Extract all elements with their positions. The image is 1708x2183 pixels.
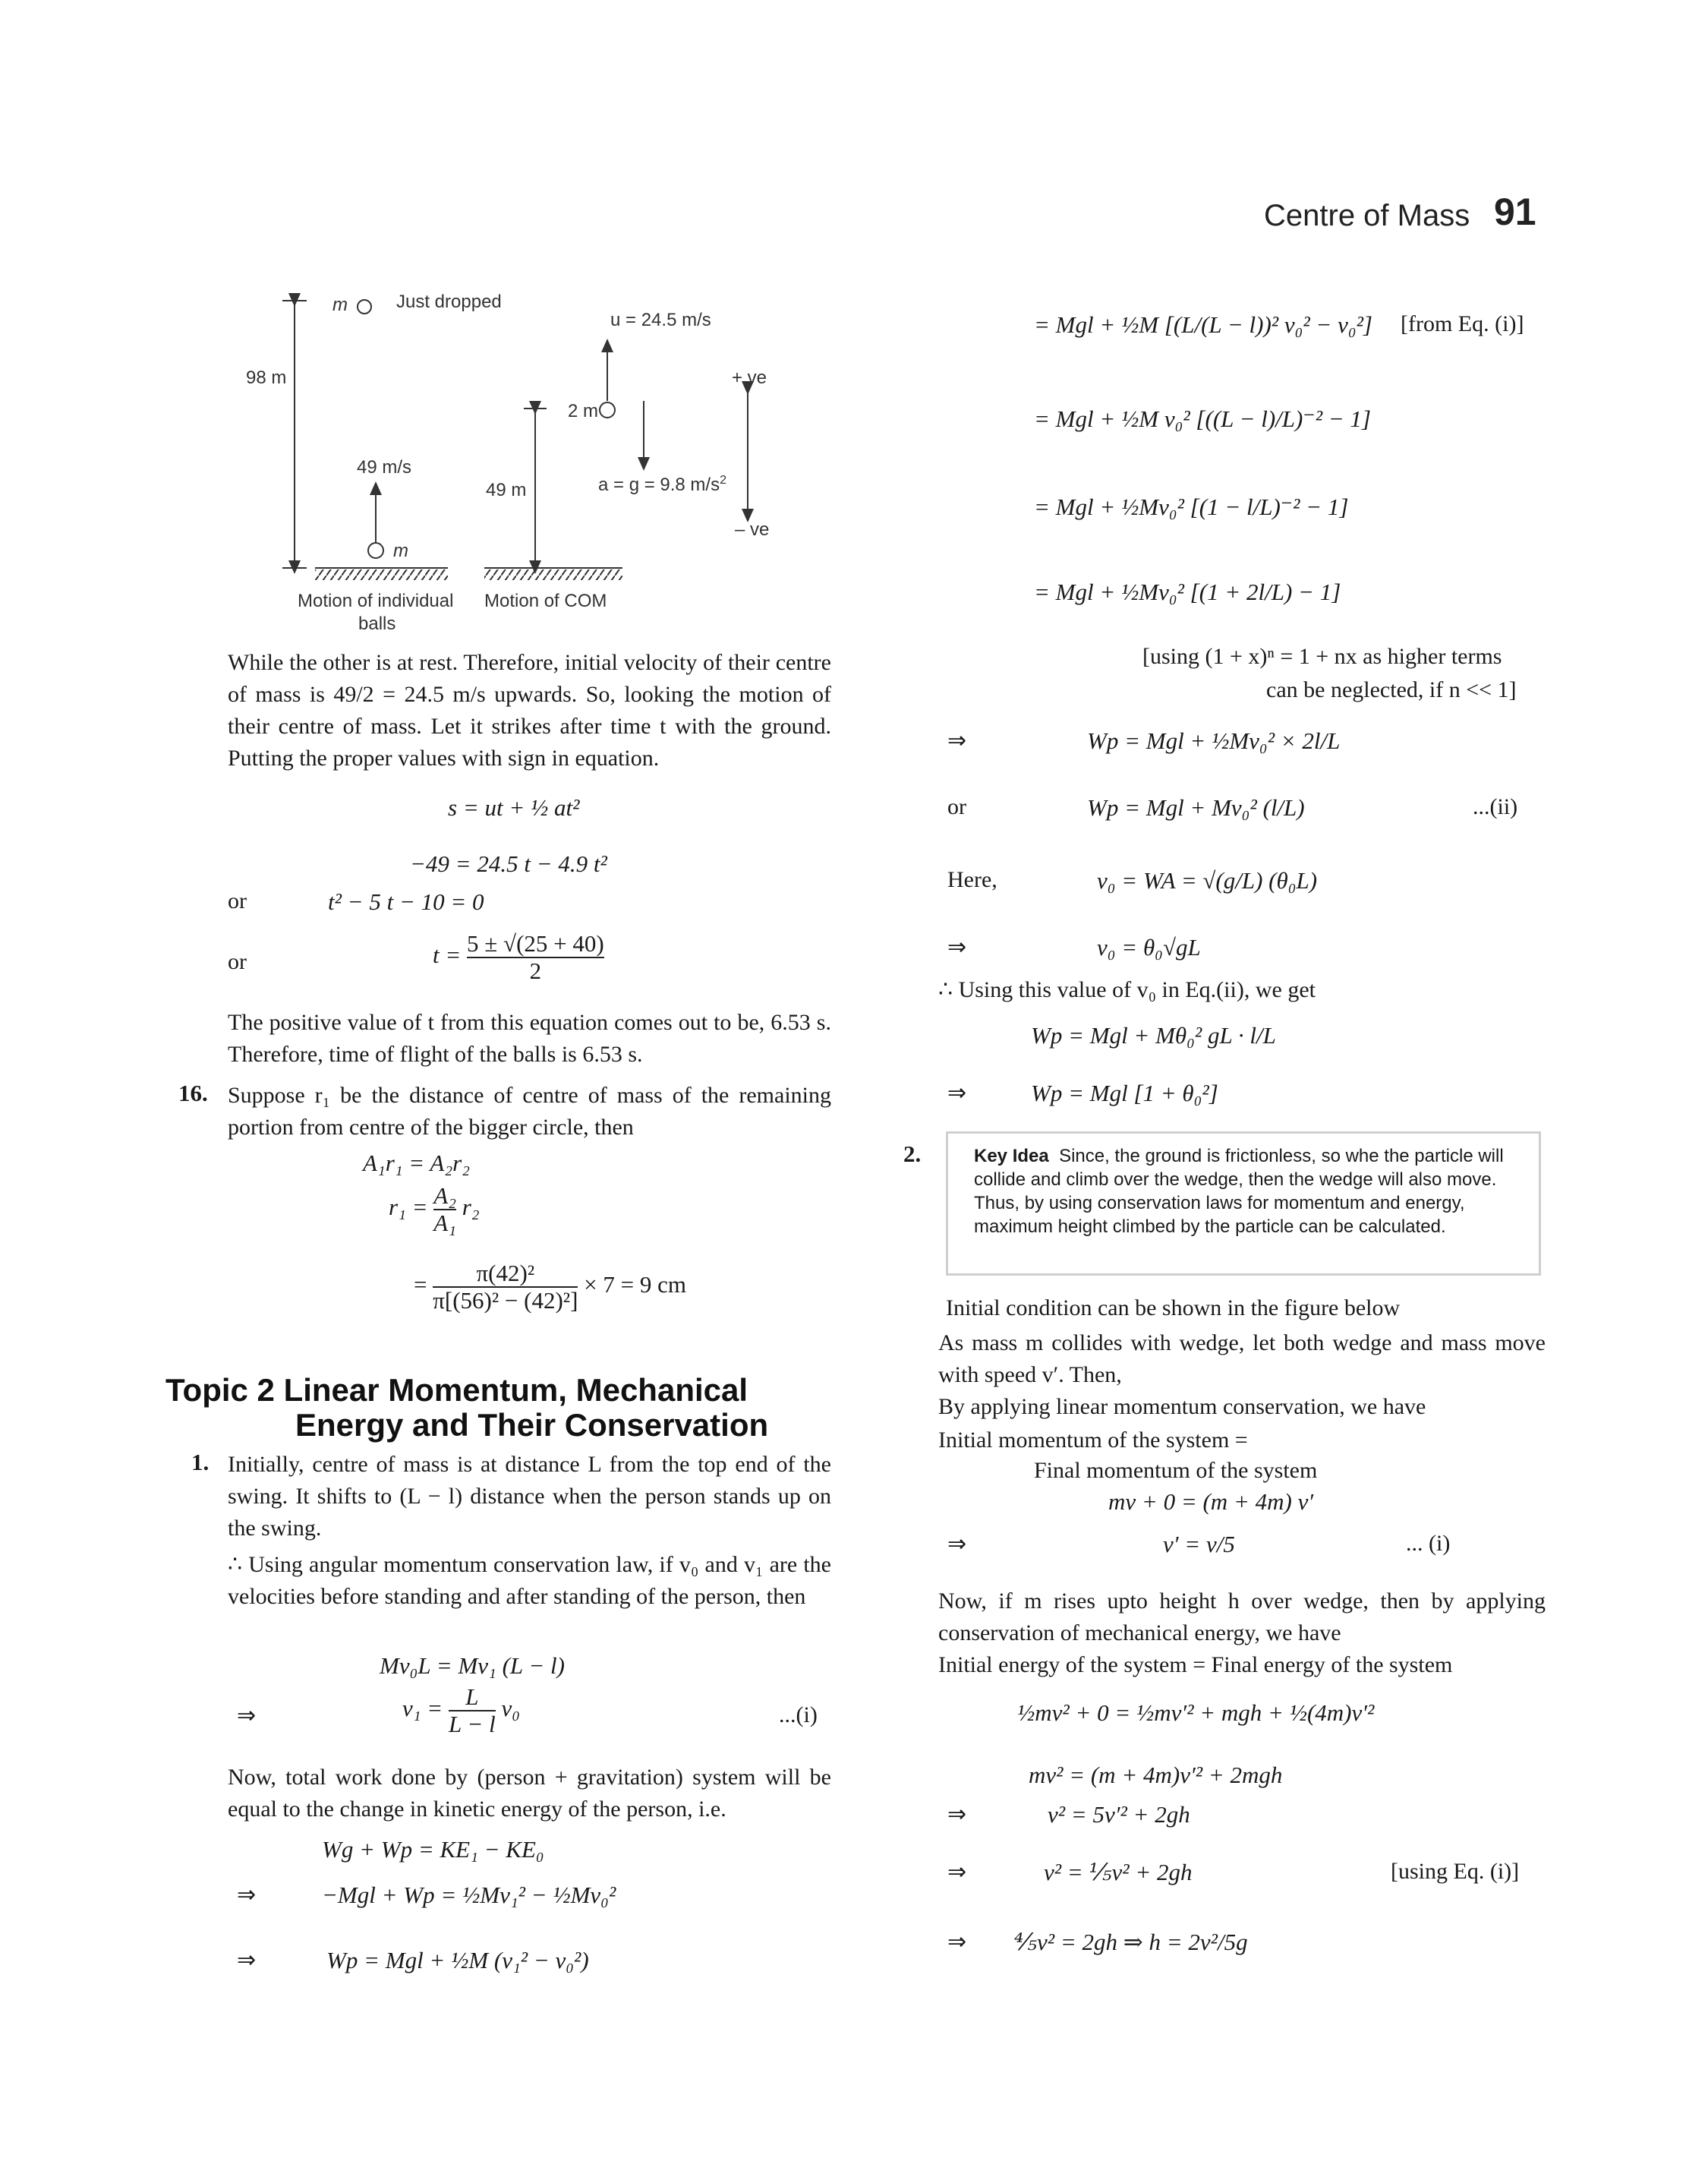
eq-energy-5: ⅘v² = 2gh ⇒ h = 2v²/5g xyxy=(1014,1929,1248,1955)
or-label-3: or xyxy=(947,794,966,819)
collide-text: As mass m collides with wedge, let both wedge and mass move with speed v′. Then, xyxy=(938,1330,1546,1387)
page-title: Centre of Mass xyxy=(1264,199,1470,232)
using-binomial-1: [using (1 + x)ⁿ = 1 + nx as higher terms xyxy=(1142,644,1502,669)
caption-individual-1: Motion of individual xyxy=(298,591,454,611)
question-1-para-3: Now, total work done by (person + gravitation) system will be equal to the change in kinetic energy of the person, i.e. xyxy=(228,1765,831,1822)
key-idea-box xyxy=(946,1131,1541,1276)
initial-condition-text: Initial condition can be shown in the figure below xyxy=(946,1295,1401,1320)
ground-right xyxy=(484,569,622,580)
eq-wp-4: Wp = Mgl + Mθ₀² gL · l/L xyxy=(1031,1022,1276,1049)
caption-individual-2: balls xyxy=(358,614,396,634)
using-binomial-2: can be neglected, if n << 1] xyxy=(1266,677,1517,702)
implies-arrow: ⇒ xyxy=(947,727,967,754)
topic-heading-line-1: Topic 2 Linear Momentum, Mechanical xyxy=(165,1372,748,1408)
implies-arrow: ⇒ xyxy=(237,1947,257,1973)
eq-r-step-1-tag: [from Eq. (i)] xyxy=(1401,311,1524,336)
eq-energy-2: mv² = (m + 4m)v′² + 2mgh xyxy=(1029,1762,1283,1788)
question-16-number: 16. xyxy=(178,1080,208,1106)
left-para-1: While the other is at rest. Therefore, initial velocity of their centre of mass is 49/2 = 24.5 m/s upwards. So, looking the motion of their centre of mass. Let it strikes after time t with the ground. Putting the proper values with sign in equation. xyxy=(228,650,831,771)
ground-left xyxy=(315,569,448,580)
implies-arrow: ⇒ xyxy=(947,1929,967,1955)
eq-r-step-2: = Mgl + ½M v₀² [((L − l)/L)⁻² − 1] xyxy=(1034,405,1371,432)
eq-vp-tag: ... (i) xyxy=(1406,1531,1451,1556)
eq-wg: Wg + Wp = KE₁ − KE₀ xyxy=(322,1836,544,1863)
label-98m: 98 m xyxy=(246,368,287,388)
eq-energy-3: v² = 5v′² + 2gh xyxy=(1048,1801,1190,1828)
or-label-1: or xyxy=(228,888,247,913)
question-1-para-1: Initially, centre of mass is at distance L from the top end of the swing. It shifts to (L − l) distance when the person stands up on the swing. xyxy=(228,1452,831,1541)
eq-t2: t² − 5 t − 10 = 0 xyxy=(328,888,484,915)
key-idea-label: Key Idea xyxy=(974,1146,1049,1166)
apply-momentum-text: By applying linear momentum conservation, we have xyxy=(938,1394,1426,1419)
eq-energy-4: v² = ⅕v² + 2gh xyxy=(1044,1859,1193,1885)
initial-momentum-text: Initial momentum of the system = xyxy=(938,1427,1248,1453)
label-m-bottom: m xyxy=(393,541,408,561)
implies-arrow: ⇒ xyxy=(947,1801,967,1828)
eq-wp-3: Wp = Mgl + Mv₀² (l/L) xyxy=(1087,794,1305,821)
eq-v1-tag: ...(i) xyxy=(779,1702,818,1727)
label-u: u = 24.5 m/s xyxy=(610,310,711,330)
implies-arrow: ⇒ xyxy=(947,1080,967,1106)
eq-r-step-4: = Mgl + ½Mv₀² [(1 + 2l/L) − 1] xyxy=(1034,579,1341,605)
key-idea-text: Since, the ground is frictionless, so whe the particle will collide and climb over the wedge, then the wedge will also move. Thus, by using conservation laws for momentum and energy, maximum height climbed by the particle can be calculated. xyxy=(974,1146,1504,1237)
eq-vp: v′ = v/5 xyxy=(1163,1531,1235,1557)
eq-49: −49 = 24.5 t − 4.9 t² xyxy=(410,850,607,877)
eq-energy-4-tag: [using Eq. (i)] xyxy=(1391,1859,1520,1884)
label-accel: a = g = 9.8 $m/s^2$ xyxy=(598,474,726,495)
question-16-text: Suppose r₁ be the distance of centre of mass of the remaining portion from centre of the bigger circle, then xyxy=(228,1083,831,1140)
implies-arrow: ⇒ xyxy=(237,1702,257,1729)
eq-r-step-1: = Mgl + ½M [(L/(L − l))² v₀² − v₀²] xyxy=(1034,311,1372,338)
eq-s: s = ut + ½ at² xyxy=(448,794,580,821)
eq-energy-1: ½mv² + 0 = ½mv′² + mgh + ½(4m)v′² xyxy=(1017,1699,1375,1726)
here-label: Here, xyxy=(947,867,997,892)
question-2-number: 2. xyxy=(903,1140,922,1167)
question-1-number: 1. xyxy=(191,1449,210,1475)
label-positive: + ve xyxy=(732,368,767,388)
eq-v1: v₁ = $\frac{L}{L - l}$ v₀ xyxy=(402,1683,520,1737)
label-just-dropped: Just dropped xyxy=(396,292,502,312)
eq-mv: mv + 0 = (m + 4m) v′ xyxy=(1108,1488,1314,1515)
motion-figure xyxy=(243,289,835,645)
final-momentum-text: Final momentum of the system xyxy=(1034,1458,1318,1483)
ball-bottom xyxy=(368,543,383,558)
or-label-2: or xyxy=(228,949,247,974)
ball-com xyxy=(600,402,615,418)
implies-arrow: ⇒ xyxy=(237,1882,257,1908)
eq-t-solution: t = $\frac{5 \pm √(25 + 40)}{2}$ xyxy=(433,930,604,984)
energy-text: Initial energy of the system = Final energy of the system xyxy=(938,1652,1453,1677)
rises-text: Now, if m rises upto height h over wedge, then by applying conservation of mechanical energy, we have xyxy=(938,1588,1546,1645)
label-49m: 49 m xyxy=(486,480,527,500)
left-para-2: The positive value of t from this equation comes out to be, 6.53 s. Therefore, time of flight of the balls is 6.53 s. xyxy=(228,1010,831,1067)
eq-a1r1: A₁r₁ = A₂r₂ xyxy=(363,1150,470,1176)
using-v0-text: ∴ Using this value of v₀ in Eq.(ii), we get xyxy=(938,977,1316,1002)
label-2m: 2 m xyxy=(568,401,599,421)
eq-v0: v₀ = WA = √(g/L) (θ₀L) xyxy=(1097,867,1318,894)
eq-r1: r₁ = $\frac{\text{A₂}}{\text{A₁}}$ r₂ xyxy=(389,1182,480,1236)
eq-mv0l: Mv₀L = Mv₁ (L − l) xyxy=(380,1652,565,1679)
label-49ms: 49 m/s xyxy=(357,457,412,478)
question-1-para-2: ∴ Using angular momentum conservation law, if v₀ and v₁ are the velocities before standing and after standing of the person, then xyxy=(228,1552,831,1609)
implies-arrow: ⇒ xyxy=(947,1531,967,1557)
implies-arrow: ⇒ xyxy=(947,934,967,961)
eq-r-step-3: = Mgl + ½Mv₀² [(1 − l/L)⁻² − 1] xyxy=(1034,494,1349,520)
eq-mgl: −Mgl + Wp = ½Mv₁² − ½Mv₀² xyxy=(322,1882,616,1908)
implies-arrow: ⇒ xyxy=(947,1859,967,1885)
eq-wp-2: Wp = Mgl + ½Mv₀² × 2l/L xyxy=(1087,727,1341,754)
eq-v0b: v₀ = θ₀√gL xyxy=(1097,934,1201,961)
caption-com: Motion of COM xyxy=(484,591,607,611)
eq-wp-1: Wp = Mgl + ½M (v₁² − v₀²) xyxy=(326,1947,589,1973)
label-m-top: m xyxy=(332,295,348,315)
eq-wp-3-tag: ...(ii) xyxy=(1473,794,1518,819)
eq-wp-5: Wp = Mgl [1 + θ₀²] xyxy=(1031,1080,1218,1106)
label-negative: – ve xyxy=(735,519,770,540)
ball-top xyxy=(358,300,371,314)
topic-heading-line-2: Energy and Their Conservation xyxy=(295,1407,769,1443)
eq-pi: = $\frac{\text{π(42)²}}{\text{π[(56)² − (42)²]}}$ × 7 = 9 cm xyxy=(414,1260,686,1314)
page-number: 91 xyxy=(1494,191,1536,233)
